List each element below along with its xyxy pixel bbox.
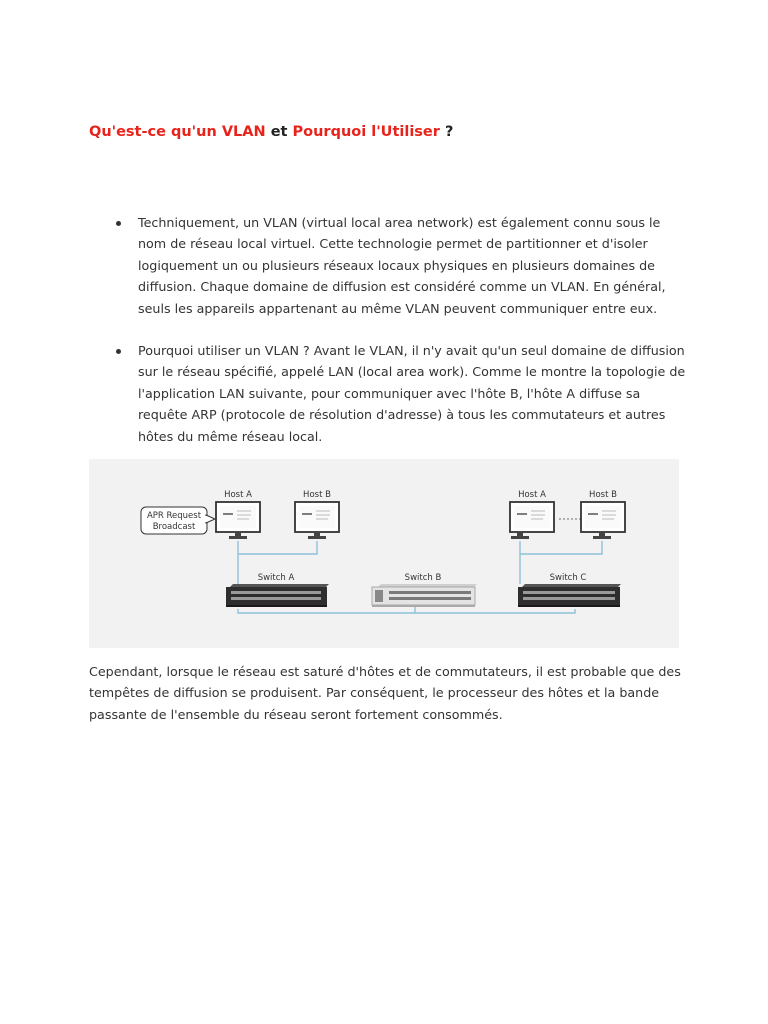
title-question-mark: ? [439, 124, 454, 140]
switch-b-label: Switch B [404, 573, 442, 583]
lan-topology-diagram [89, 459, 679, 648]
title-why: Pourquoi l'Utiliser [292, 124, 440, 140]
host-b-right [581, 490, 625, 539]
switch-b [372, 573, 477, 607]
lan-topology-svg [89, 459, 679, 648]
host-a-right [510, 490, 554, 539]
switch-c [518, 573, 621, 607]
closing-paragraph: Cependant, lorsque le réseau est saturé d'hôtes et de commutateurs, il est probable que des tempêtes de diffusion se produisent. Par conséquent, le processeur des hôtes et la bande passante de l'ensemble du réseau seront fortement consommés. [89, 664, 681, 722]
host-a-left [216, 490, 260, 539]
title-connector: et [265, 124, 293, 140]
switch-a [226, 573, 329, 607]
host-a-left-label: Host A [224, 490, 252, 500]
bullet-item-definition: Techniquement, un VLAN (virtual local area network) est également connu sous le nom de réseau local virtuel. Cette technologie permet de partitionner et d'isoler logiquement un ou plusieurs réseaux locaux physiques en plusieurs domaines de diffusion. Chaque domaine de diffusion est considéré comme un VLAN. En général, seuls les appareils appartenant au même VLAN peuvent communiquer entre eux. [89, 212, 689, 319]
callout-line-2: Broadcast [152, 522, 196, 532]
arp-request-callout [141, 507, 215, 534]
switch-a-label: Switch A [257, 573, 295, 583]
title-vlan: Qu'est-ce qu'un VLAN [89, 124, 266, 140]
bullet-item-why: Pourquoi utiliser un VLAN ? Avant le VLAN, il n'y avait qu'un seul domaine de diffusion sur le réseau spécifié, appelé LAN (local area work). Comme le montre la topologie de l'application LAN suivante, pour communiquer avec l'hôte B, l'hôte A diffuse sa requête ARP (protocole de résolution d'adresse) à tous les commutateurs et autres hôtes du même réseau local. [89, 340, 689, 447]
page-title [89, 124, 453, 140]
bullet-list [89, 212, 689, 468]
switch-c-label: Switch C [549, 573, 587, 583]
host-b-left [295, 490, 339, 539]
host-b-right-label: Host B [589, 490, 617, 500]
host-a-right-label: Host A [518, 490, 546, 500]
host-b-left-label: Host B [303, 490, 331, 500]
callout-line-1: APR Request [146, 511, 202, 521]
